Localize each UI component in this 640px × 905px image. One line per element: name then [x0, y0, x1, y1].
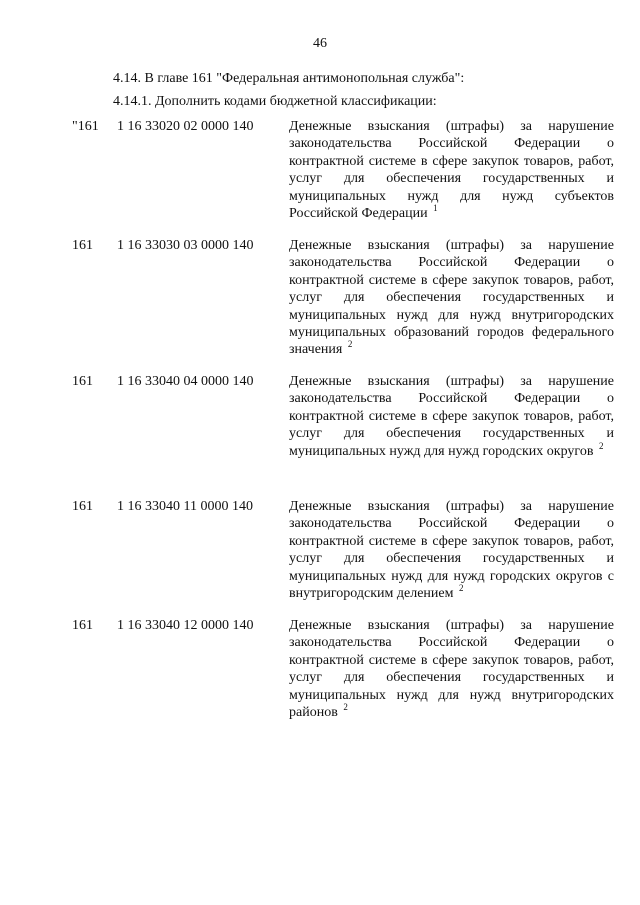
administrator-code: 161 — [72, 374, 93, 389]
description-text: Денежные взыскания (штрафы) за нарушение законодательства Российской Федерации о контрактной системе в сфере закупок товаров, работ, услуг для обеспечения государственных и муниципальных нужд для нужд городских округов — [289, 374, 614, 459]
description-text: Денежные взыскания (штрафы) за нарушение законодательства Российской Федерации о контрактной системе в сфере закупок товаров, работ, услуг для обеспечения государственных и муниципальных нужд для нужд городских округов с внутригородским делением — [289, 499, 614, 602]
footnote-marker: 2 — [598, 440, 604, 451]
row-description — [289, 617, 614, 721]
description-text: Денежные взыскания (штрафы) за нарушение законодательства Российской Федерации о контрактной системе в сфере закупок товаров, работ, услуг для обеспечения государственных и муниципальных нужд для нужд внутригородских районов — [289, 618, 614, 721]
description-text: Денежные взыскания (штрафы) за нарушение законодательства Российской Федерации о контрактной системе в сфере закупок товаров, работ, услуг для обеспечения государственных и муниципальных нужд для нужд субъектов Российской Федерации — [289, 119, 614, 222]
budget-code: 1 16 33040 12 0000 140 — [117, 618, 254, 633]
budget-code: 1 16 33030 03 0000 140 — [117, 238, 254, 253]
subsection-heading: 4.14.1. Дополнить кодами бюджетной классификации: — [113, 94, 437, 109]
footnote-marker: 2 — [458, 583, 464, 594]
budget-code: 1 16 33040 11 0000 140 — [117, 499, 253, 514]
budget-code: 1 16 33040 04 0000 140 — [117, 374, 254, 389]
footnote-marker: 2 — [343, 702, 348, 713]
administrator-code: "161 — [72, 119, 99, 134]
row-description — [289, 237, 614, 359]
footnote-marker: 2 — [347, 339, 353, 350]
administrator-code: 161 — [72, 238, 93, 253]
section-heading: 4.14. В главе 161 "Федеральная антимонопольная служба": — [113, 71, 465, 86]
footnote-marker: 1 — [433, 203, 438, 214]
administrator-code: 161 — [72, 618, 93, 633]
row-description — [289, 498, 614, 602]
administrator-code: 161 — [72, 499, 93, 514]
budget-code: 1 16 33020 02 0000 140 — [117, 119, 254, 134]
page-number: 46 — [313, 36, 327, 51]
row-description — [289, 373, 614, 460]
row-description — [289, 118, 614, 222]
description-text: Денежные взыскания (штрафы) за нарушение законодательства Российской Федерации о контрактной системе в сфере закупок товаров, работ, услуг для обеспечения государственных и муниципальных нужд для нужд внутригородских муниципальных образований городов федерального значения — [289, 238, 614, 358]
